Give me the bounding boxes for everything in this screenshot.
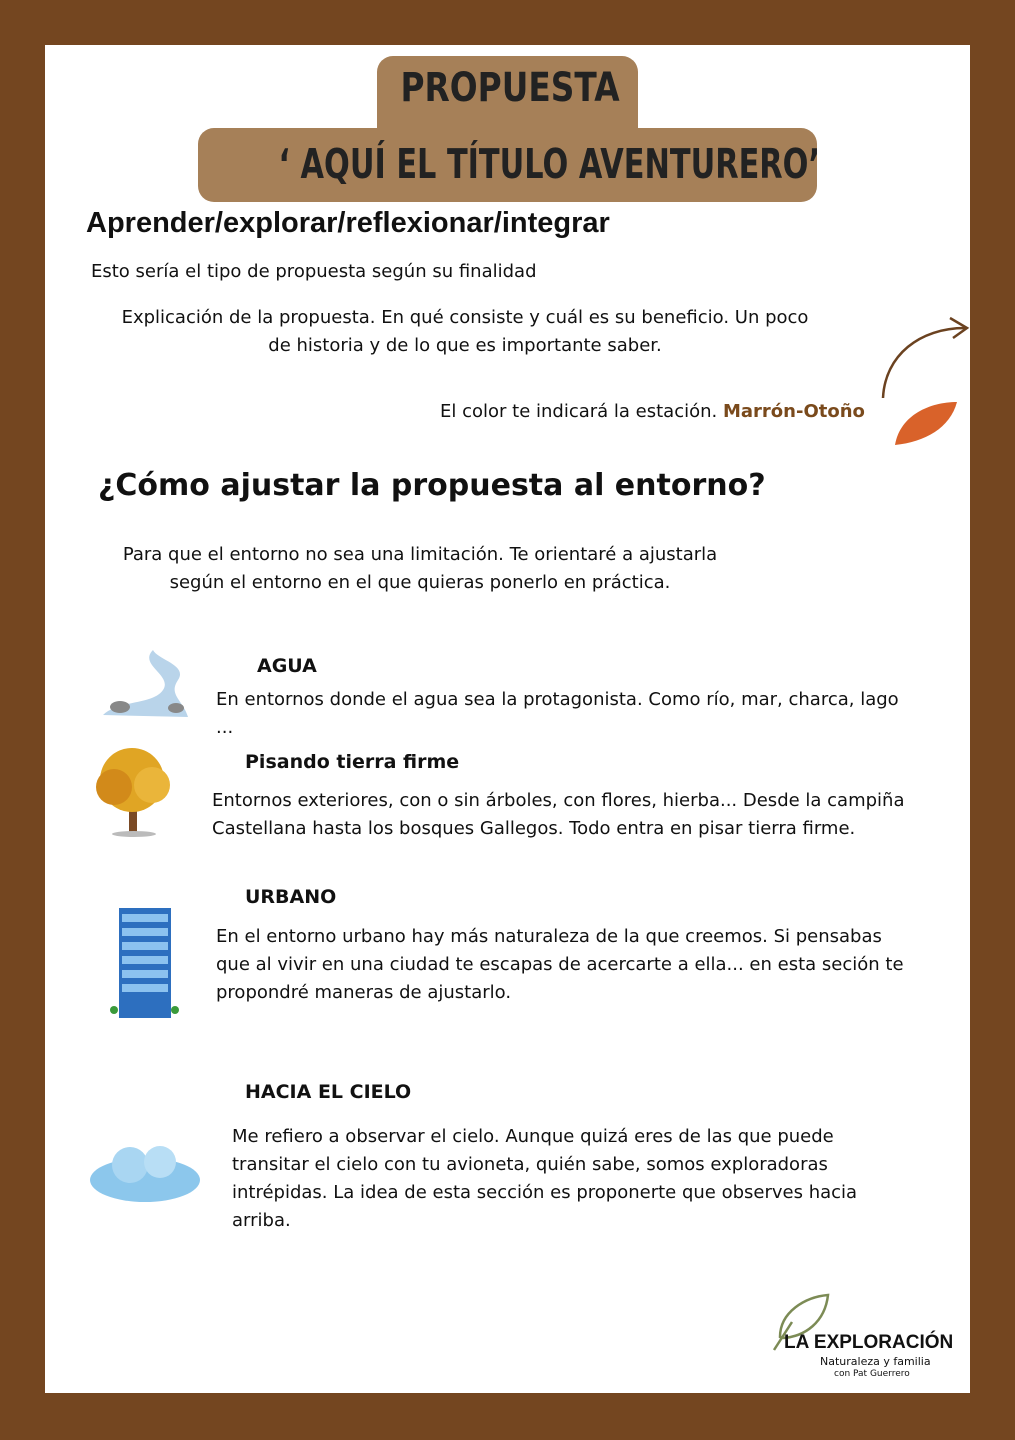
- page-title: ‘ AQUÍ EL TÍTULO AVENTURERO’: [278, 140, 820, 188]
- adjust-heading: ¿Cómo ajustar la propuesta al entorno?: [98, 468, 766, 503]
- section-text-sky: Me refiero a observar el cielo. Aunque quizá eres de las que puede transitar el cielo con tu avioneta, quién sabe, somos exploradoras intrépidas. La idea de esta sección es proponerte que observes hacia arriba.: [232, 1126, 858, 1231]
- logo-tagline: Naturaleza y familia: [820, 1355, 931, 1368]
- section-title-water: AGUA: [257, 655, 317, 677]
- type-heading: Aprender/explorar/reflexionar/integrar: [86, 207, 610, 239]
- water-stream-icon: [98, 645, 193, 725]
- adjust-intro: Para que el entorno no sea una limitación. Te orientaré a ajustarla según el entorno en el que quieras ponerlo en práctica.: [122, 544, 718, 593]
- type-note: Esto sería el tipo de propuesta según su finalidad: [91, 261, 537, 282]
- logo-author: con Pat Guerrero: [834, 1369, 910, 1379]
- section-title-sky: HACIA EL CIELO: [245, 1081, 412, 1103]
- cloud-icon: [85, 1140, 205, 1212]
- section-title-urban: URBANO: [245, 886, 337, 908]
- section-title-land: Pisando tierra firme: [245, 751, 460, 773]
- explanation: Explicación de la propuesta. En qué consiste y cuál es su beneficio. Un poco de historia y de lo que es importante saber.: [121, 307, 809, 356]
- building-icon: [105, 900, 185, 1022]
- tree-icon: [84, 745, 184, 840]
- title-top: PROPUESTA: [400, 65, 620, 111]
- logo-name: LA EXPLORACIÓN: [784, 1332, 954, 1353]
- season-value: Marrón-Otoño: [722, 401, 865, 422]
- section-text-water: En entornos donde el agua sea la protagonista. Como río, mar, charca, lago ...: [216, 689, 899, 738]
- section-text-land: Entornos exteriores, con o sin árboles, con flores, hierba... Desde la campiña Castellana hasta los bosques Gallegos. Todo entra en pisar tierra firme.: [212, 790, 905, 839]
- season-text: El color te indicará la estación.: [440, 401, 718, 422]
- arrow-leaf-icon: [875, 310, 970, 450]
- section-text-urban: En el entorno urbano hay más naturaleza de la que creemos. Si pensabas que al vivir en una ciudad te escapas de acercarte a ella... en esta seción te propondré maneras de ajustarlo.: [216, 926, 904, 1003]
- season-note: [440, 398, 865, 426]
